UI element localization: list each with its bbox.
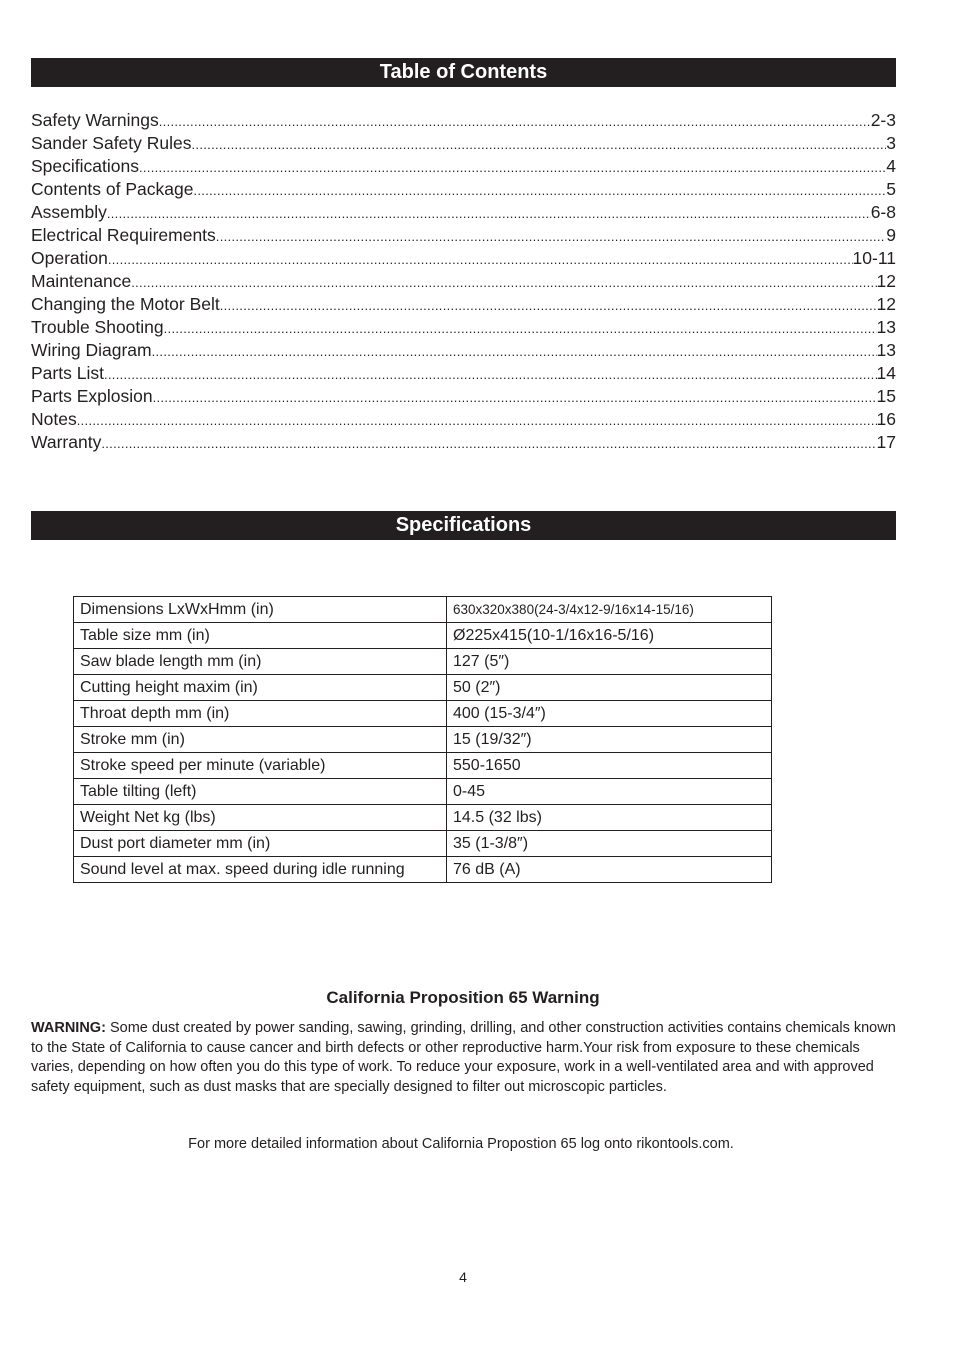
spec-name: Stroke mm (in) xyxy=(74,727,447,753)
toc-entry xyxy=(31,201,896,224)
spec-name: Dimensions LxWxHmm (in) xyxy=(74,597,447,623)
toc-entry xyxy=(31,431,896,454)
toc-leader-dots xyxy=(192,133,887,155)
table-row xyxy=(74,779,772,805)
toc-entry-page: 14 xyxy=(876,363,896,383)
spec-name: Table tilting (left) xyxy=(74,779,447,805)
toc-entry-label: Changing the Motor Belt xyxy=(31,294,220,314)
spec-name: Table size mm (in) xyxy=(74,623,447,649)
toc-leader-dots xyxy=(164,317,877,339)
toc-entry-page: 10-11 xyxy=(852,248,896,268)
toc-entry-label: Contents of Package xyxy=(31,179,194,199)
spec-value: 15 (19/32″) xyxy=(447,727,772,753)
toc-leader-dots xyxy=(77,409,877,431)
toc-entry-label: Trouble Shooting xyxy=(31,317,164,337)
toc-leader-dots xyxy=(152,340,877,362)
toc-leader-dots xyxy=(108,248,853,270)
toc-entry xyxy=(31,339,896,362)
table-row xyxy=(74,753,772,779)
spec-value: Ø225x415(10-1/16x16-5/16) xyxy=(447,623,772,649)
toc-entry-page: 12 xyxy=(876,271,896,291)
toc-leader-dots xyxy=(104,363,877,385)
toc-entry-page: 3 xyxy=(886,133,896,153)
table-row xyxy=(74,831,772,857)
toc-heading: Table of Contents xyxy=(31,58,896,87)
toc-entry xyxy=(31,270,896,293)
spec-value: 35 (1-3/8″) xyxy=(447,831,772,857)
toc-entry-label: Wiring Diagram xyxy=(31,340,152,360)
toc-entry xyxy=(31,316,896,339)
toc-entry xyxy=(31,362,896,385)
spec-name: Throat depth mm (in) xyxy=(74,701,447,727)
warning-label: WARNING: xyxy=(31,1020,106,1036)
table-row xyxy=(74,857,772,883)
spec-name: Cutting height maxim (in) xyxy=(74,675,447,701)
toc-entry-label: Parts List xyxy=(31,363,104,383)
toc-entry-label: Parts Explosion xyxy=(31,386,153,406)
table-row xyxy=(74,597,772,623)
table-row xyxy=(74,805,772,831)
spec-value: 0-45 xyxy=(447,779,772,805)
toc-leader-dots xyxy=(139,156,886,178)
toc-entry xyxy=(31,178,896,201)
toc-entry-label: Notes xyxy=(31,409,77,429)
toc-entry-page: 9 xyxy=(886,225,896,245)
toc-entry-label: Maintenance xyxy=(31,271,132,291)
toc-entry-label: Sander Safety Rules xyxy=(31,133,192,153)
toc-entry-page: 12 xyxy=(876,294,896,314)
toc-leader-dots xyxy=(220,294,877,316)
toc-entry-page: 5 xyxy=(886,179,896,199)
spec-value: 76 dB (A) xyxy=(447,857,772,883)
toc-leader-dots xyxy=(193,179,886,201)
toc-entry xyxy=(31,385,896,408)
toc-entry-page: 4 xyxy=(886,156,896,176)
toc-leader-dots xyxy=(159,110,871,132)
spec-name: Stroke speed per minute (variable) xyxy=(74,753,447,779)
specifications-heading: Specifications xyxy=(31,511,896,540)
spec-value: 14.5 (32 lbs) xyxy=(447,805,772,831)
spec-name: Dust port diameter mm (in) xyxy=(74,831,447,857)
toc-entry-page: 13 xyxy=(876,340,896,360)
prop65-warning-title: California Proposition 65 Warning xyxy=(326,988,600,1007)
toc-leader-dots xyxy=(131,271,876,293)
toc-leader-dots xyxy=(107,202,871,224)
toc-entry-label: Assembly xyxy=(31,202,107,222)
toc-entry xyxy=(31,155,896,178)
toc-entry-page: 16 xyxy=(876,409,896,429)
spec-value: 50 (2″) xyxy=(447,675,772,701)
table-of-contents xyxy=(31,109,896,454)
spec-value: 550-1650 xyxy=(447,753,772,779)
table-row xyxy=(74,701,772,727)
specifications-table xyxy=(73,596,772,883)
toc-entry-label: Electrical Requirements xyxy=(31,225,216,245)
toc-entry-page: 17 xyxy=(876,432,896,452)
toc-leader-dots xyxy=(101,432,876,454)
spec-name: Weight Net kg (lbs) xyxy=(74,805,447,831)
toc-entry xyxy=(31,293,896,316)
toc-entry-label: Specifications xyxy=(31,156,139,176)
table-row xyxy=(74,649,772,675)
toc-entry-label: Safety Warnings xyxy=(31,110,159,130)
toc-leader-dots xyxy=(216,225,886,247)
toc-entry xyxy=(31,247,896,270)
spec-name: Saw blade length mm (in) xyxy=(74,649,447,675)
toc-entry xyxy=(31,224,896,247)
table-row xyxy=(74,727,772,753)
page-number: 4 xyxy=(459,1269,467,1285)
spec-value: 127 (5″) xyxy=(447,649,772,675)
table-row xyxy=(74,623,772,649)
toc-leader-dots xyxy=(153,386,877,408)
prop65-warning-text xyxy=(31,1019,896,1097)
spec-value: 630x320x380(24-3/4x12-9/16x14-15/16) xyxy=(447,597,772,623)
toc-entry-page: 6-8 xyxy=(870,202,896,222)
toc-entry-page: 13 xyxy=(876,317,896,337)
toc-entry xyxy=(31,408,896,431)
toc-entry-page: 2-3 xyxy=(870,110,896,130)
toc-entry-page: 15 xyxy=(876,386,896,406)
toc-entry xyxy=(31,132,896,155)
toc-entry xyxy=(31,109,896,132)
spec-value: 400 (15-3/4″) xyxy=(447,701,772,727)
prop65-more-info: For more detailed information about California Propostion 65 log onto rikontools.com. xyxy=(188,1136,734,1152)
toc-entry-label: Operation xyxy=(31,248,108,268)
toc-entry-label: Warranty xyxy=(31,432,102,452)
table-row xyxy=(74,675,772,701)
spec-name: Sound level at max. speed during idle running xyxy=(74,857,447,883)
warning-body: Some dust created by power sanding, sawing, grinding, drilling, and other construction activities contains chemicals known to the State of California to cause cancer and birth defects or other reproductive harm.Your risk from exposure to these chemicals varies, depending on how often you do this type of work. To reduce your exposure, work in a well-ventilated area and with approved safety equipment, such as dust masks that are specially designed to filter out microscopic particles. xyxy=(31,1020,896,1095)
